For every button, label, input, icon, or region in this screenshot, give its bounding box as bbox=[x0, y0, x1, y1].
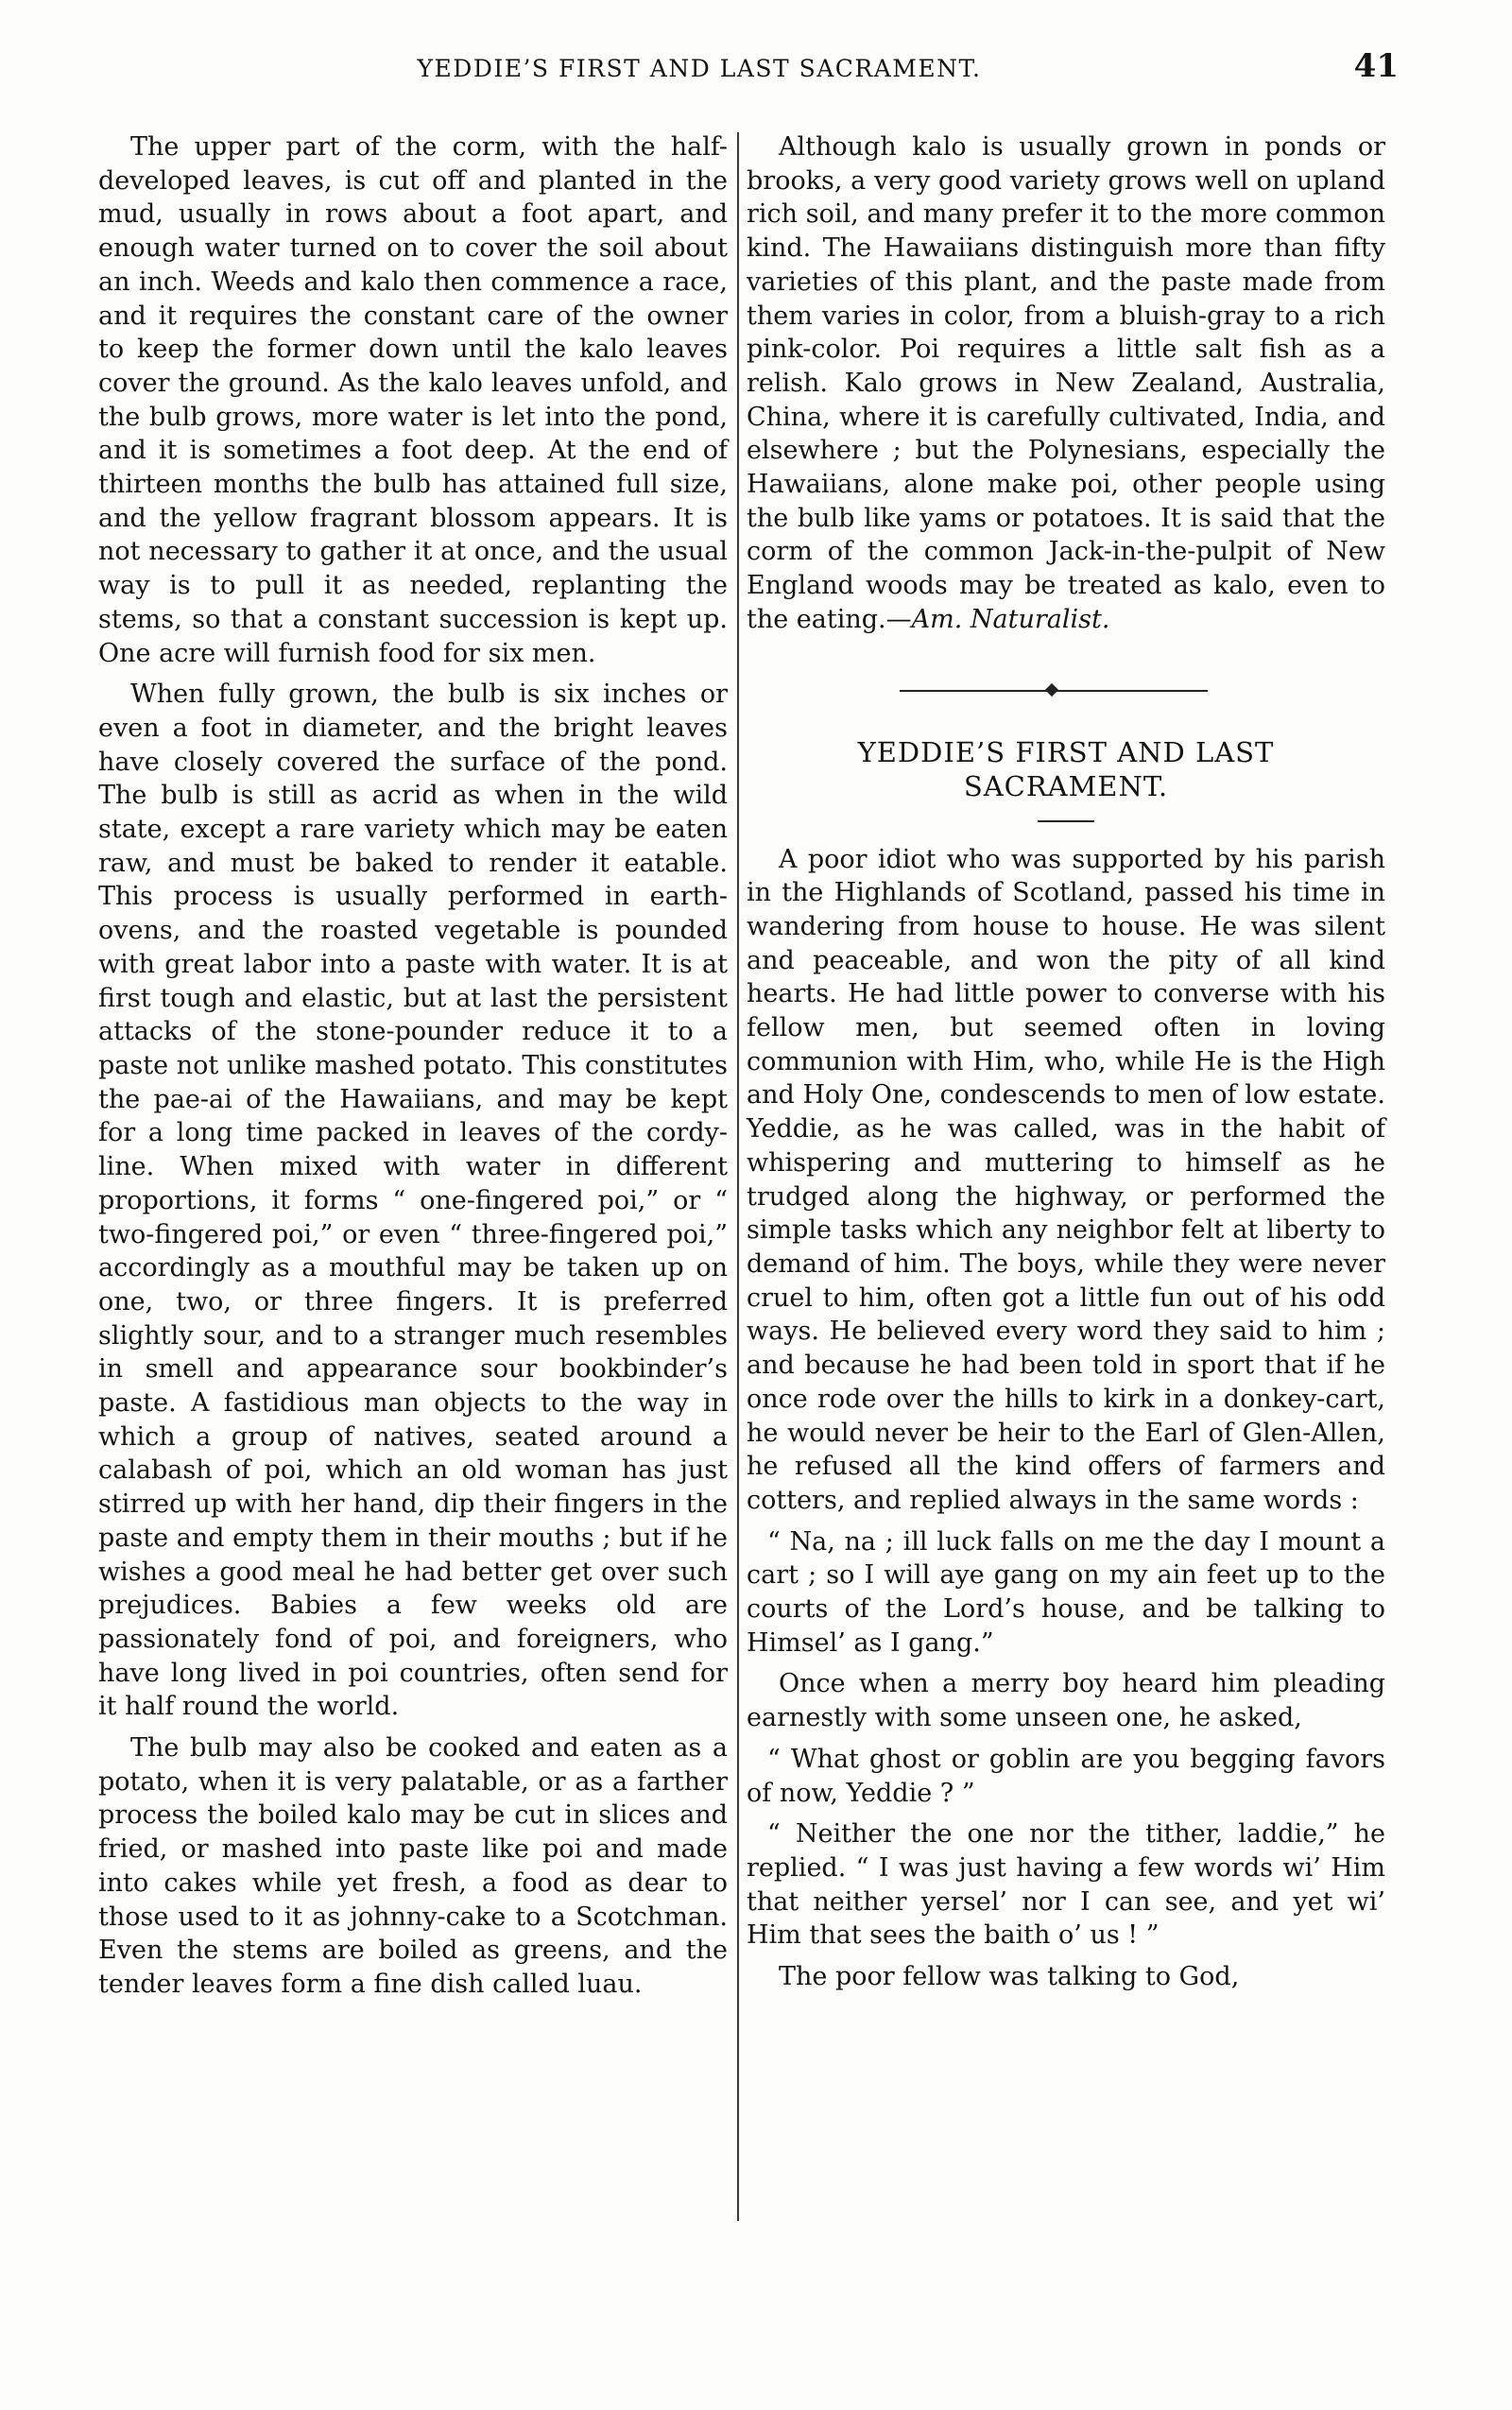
title-rule bbox=[1038, 820, 1094, 822]
diamond-ornament bbox=[1045, 682, 1058, 696]
paragraph: The upper part of the corm, with the half-developed leaves, is cut off and planted in the mud, usually in rows about a foot apart, and enough water turned on to cover the soil about an inch. Weeds and kalo then commence a race, and it requires the constant care of the owner to keep the former down until the kalo leaves cover the ground. As the kalo leaves unfold, and the bulb grows, more water is let into the pond, and it is sometimes a foot deep. At the end of thirteen months the bulb has attained full size, and the yellow fragrant blossom appears. It is not necessary to gather it at once, and the usual way is to pull it as needed, replanting the stems, so that a constant succession is kept up. One acre will furnish food for six men. bbox=[98, 132, 728, 668]
section-title: YEDDIE’S FIRST AND LAST SACRAMENT. bbox=[857, 735, 1275, 802]
paragraph: “ Neither the one nor the tither, laddie,” he replied. “ I was just having a few words wi’ Him that neither yersel’ nor I can see, and yet wi’ Him that sees the baith o’ us ! ” bbox=[747, 1819, 1385, 1951]
paragraph-text: Although kalo is usually grown in ponds or brooks, a very good variety grows well on upland rich soil, and many prefer it to the more common kind. The Hawaiians distinguish more than fifty varieties of this plant, and the paste made from them varies in color, from a bluish-gray to a rich pink-color. Poi requires a little salt fish as a relish. Kalo grows in New Zealand, Australia, China, where it is carefully cultivated, India, and elsewhere ; but the Polynesians, especially the Hawaiians, alone make poi, other people using the bulb like yams or potatoes. It is said that the corm of the common Jack-in-the-pulpit of New England woods may be treated as kalo, even to the eating.— bbox=[747, 132, 1385, 634]
section-separator bbox=[747, 662, 1385, 718]
paragraph bbox=[747, 130, 1385, 637]
paragraph: Once when a merry boy heard him pleading earnestly with some unseen one, he asked, bbox=[747, 1669, 1385, 1733]
paragraph: The poor fellow was talking to God, bbox=[779, 1962, 1240, 1992]
paragraph: “ Na, na ; ill luck falls on me the day I mount a cart ; so I will aye gang on my ain feet up to the courts of the Lord’s house, and be talking to Himsel’ as I gang.” bbox=[747, 1526, 1385, 1658]
paragraph: A poor idiot who was supported by his parish in the Highlands of Scotland, passed his time in wandering from house to house. He was silent and peaceable, and won the pity of all kind hearts. He had little power to converse with his fellow men, but seemed often in loving communion with Him, who, while He is the High and Holy One, condescends to men of low estate. Yeddie, as he was called, was in the habit of whispering and muttering to himself as he trudged along the highway, or performed the simple tasks which any neighbor felt at liberty to demand of him. The boys, while they were never cruel to him, often got a little fun out of his odd ways. He believed every word they said to him ; and because he had been told in sport that if he once rode over the hills to kirk in a donkey-cart, he would never be heir to the Earl of Glen-Allen, he refused all the kind offers of farmers and cotters, and replied always in the same words : bbox=[747, 844, 1385, 1515]
column-divider bbox=[737, 132, 739, 2221]
running-title: YEDDIE’S FIRST AND LAST SACRAMENT. bbox=[417, 55, 982, 82]
paragraph: “ What ghost or goblin are you begging favors of now, Yeddie ? ” bbox=[747, 1744, 1385, 1808]
page-number: 41 bbox=[1353, 47, 1399, 85]
right-column bbox=[747, 130, 1385, 1994]
paragraph: When fully grown, the bulb is six inches or even a foot in diameter, and the bright leaves have closely covered the surface of the pond. The bulb is still as acrid as when in the wild state, except a rare variety which may be eaten raw, and must be baked to render it eatable. This process is usually performed in earth-ovens, and the roasted vegetable is pounded with great labor into a paste with water. It is at first tough and elastic, but at last the persistent attacks of the stone-pounder reduce it to a paste not unlike mashed potato. This constitutes the pae-ai of the Hawaiians, and may be kept for a long time packed in leaves of the cordy-line. When mixed with water in different proportions, it forms “ one-fingered poi,” or “ two-fingered poi,” or even “ three-fingered poi,” accordingly as a mouthful may be taken up on one, two, or three fingers. It is preferred slightly sour, and to a stranger much resembles in smell and appearance sour bookbinder’s paste. A fastidious man objects to the way in which a group of natives, seated around a calabash of poi, which an old woman has just stirred up with her hand, dip their fingers in the paste and empty them in their mouths ; but if he wishes a good meal he had better get over such prejudices. Babies a few weeks old are passionately fond of poi, and foreigners, who have long lived in poi countries, often send for it half round the world. bbox=[98, 680, 728, 1722]
page-header bbox=[94, 45, 1399, 93]
left-column bbox=[98, 130, 728, 2002]
citation: Am. Naturalist. bbox=[911, 604, 1110, 634]
paragraph: The bulb may also be cooked and eaten as a potato, when it is very palatable, or as a farther process the boiled kalo may be cut in slices and fried, or mashed into paste like poi and made into cakes while yet fresh, a food as dear to those used to it as johnny-cake to a Scotchman. Even the stems are boiled as greens, and the tender leaves form a fine dish called luau. bbox=[98, 1733, 728, 1999]
